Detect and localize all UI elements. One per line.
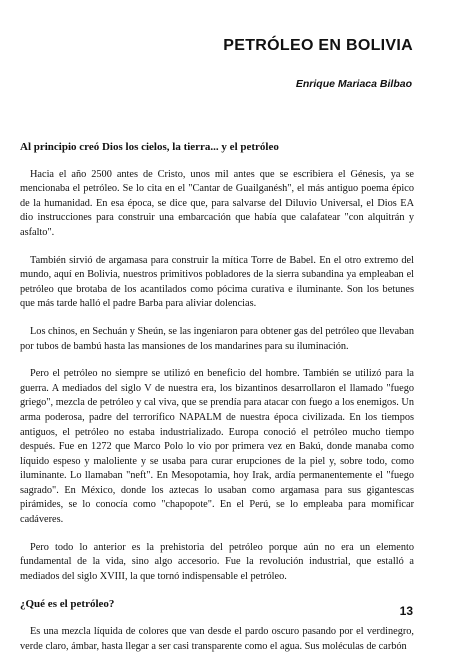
paragraph: Los chinos, en Sechuán y Sheún, se las ingeniaron para obtener gas del petróleo que llevaban por tubos de bambú hasta las mansiones de los mandarines para su iluminación. bbox=[20, 325, 415, 352]
paragraph: Pero todo lo anterior es la prehistoria del petróleo porque aún no era un elemento fundamental de la vida, sino algo accesorio. Fue la revolución industrial, que estalló a mediados del siglo XVIII, la que tornó indispensable el petróleo. bbox=[20, 541, 414, 582]
section-heading-what-is: ¿Qué es el petróleo? bbox=[20, 598, 115, 611]
section-heading-origin: Al principio creó Dios los cielos, la tierra... y el petróleo bbox=[20, 141, 279, 153]
paragraph: Pero el petróleo no siempre se utilizó en beneficio del hombre. También se utilizó para la guerra. A mediados del siglo V de nuestra era, los bizantinos desarrollaron el llamado "fuego griego", mezcla de petróleo y cal viva, que se prendía para atacar con fuego a los enemigos. Un arma poderosa, padre del terrorífico NAPALM de nuestra época civilizada. En los tiempos antiguos, el petróleo no estaba industrializado. Europa conoció el petróleo mucho tiempo después. Fue en 1272 que Marco Polo lo vio por primera vez en Bakú, donde manaba como líquido espeso y maloliente y se usaba para curar erupciones de la piel y, sobre todo, como iluminante. Lo llamaban "neft". En Mesopotamia, hoy Irak, ardía permanentemente el "fuego sagrado". En México, donde los aztecas lo usaban como argamasa para sus gigantescas pirámides, se lo conocía como "chapopote". En el Perú, se lo empleaba para momificar cadáveres. bbox=[20, 368, 414, 526]
page-number: 13 bbox=[399, 604, 413, 618]
author-name: Enrique Mariaca Bilbao bbox=[295, 78, 412, 90]
paragraph: Es una mezcla líquida de colores que van desde el pardo oscuro pasando por el verdinegro, verde claro, ámbar, hasta llegar a ser casi transparente como el agua. Sus moléculas de carbón bbox=[20, 626, 414, 652]
article-body bbox=[20, 140, 414, 654]
paragraph: Hacia el año 2500 antes de Cristo, unos mil antes que se escribiera el Génesis, ya se mencionaba el petróleo. Se lo cita en el "Cantar de Guailganésh", el más antiguo poema épico de la humanidad. En esa época, se dice que, para salvarse del Diluvio Universal, el Dios EA dio instrucciones para construir una embarcación que había que calafatear "con alquitrán y asfalto". bbox=[20, 168, 414, 238]
page-title: PETRÓLEO EN BOLIVIA bbox=[223, 37, 413, 54]
paragraph: También sirvió de argamasa para construir la mítica Torre de Babel. En el otro extremo del mundo, aquí en Bolivia, nuestros primitivos pobladores de la sierra subandina ya empleaban el petróleo que brotaba de los acantilados como pócima curativa e iluminante. Son los betunes que más tarde halló el padre Barba para aliviar dolencias. bbox=[20, 254, 414, 310]
